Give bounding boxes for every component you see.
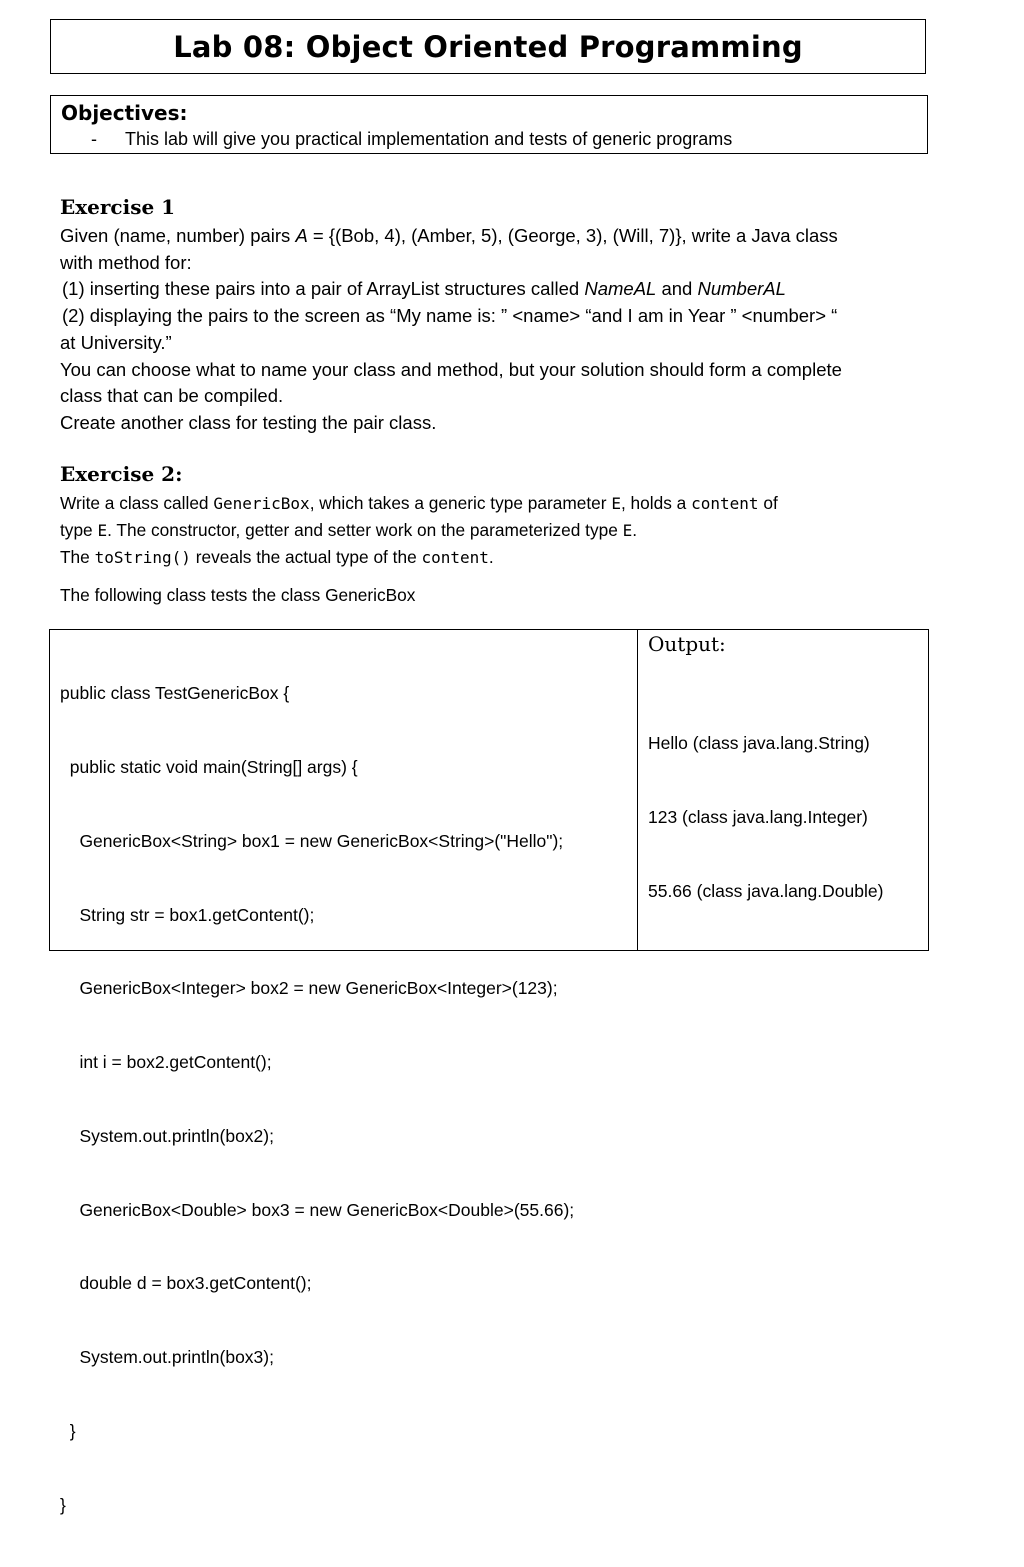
title-box [50,19,926,74]
exercise-1-item-1 [60,276,940,303]
code-output-table [49,629,929,1515]
exercise-1-line-6: You can choose what to name your class and method, but your solution should form a complete [60,358,842,380]
variable-a: A [295,225,308,246]
bullet-dash: - [91,129,97,149]
code-line: GenericBox<String> box1 = new GenericBox<String>("Hello"); [60,830,564,851]
code-line: int i = box2.getContent(); [60,1052,272,1073]
output-heading: Output: [648,632,726,656]
exercise-1-item-2: (2) displaying the pairs to the screen as “My name is: ” <name> “and I am in Year ” <number> “ [62,305,838,327]
exercise-2-line-1 [60,490,940,517]
objectives-heading: Objectives: [61,101,188,125]
text-span: . [632,520,638,540]
text-span: . The constructor, getter and setter work on the parameterized type [107,520,623,540]
output-line: 123 (class java.lang.Integer) [648,806,868,827]
output-listing [648,682,883,953]
name-al: NameAL [584,278,657,300]
text-span: Write a class called [60,493,214,513]
text-span: , holds a [620,493,692,513]
text-span: reveals the actual type of the [190,547,422,567]
code-line: System.out.println(box3); [60,1347,274,1368]
exercise-1-line-1 [60,223,940,250]
exercise-2-line-2 [60,517,940,544]
code-span: E [97,521,108,540]
text-span: , which takes a generic type parameter [309,493,612,513]
code-cell [50,630,638,1515]
objectives-box [50,95,928,154]
text-span: = {(Bob, 4), (Amber, 5), (George, 3), (Will, 7)}, write a Java class [307,225,838,246]
code-line: GenericBox<Integer> box2 = new GenericBox<Integer>(123); [60,978,558,999]
text-span: Given (name, number) pairs [60,225,296,246]
text-span: The [60,547,95,567]
code-span: GenericBox [213,494,310,513]
exercise-1-line-5: at University.” [60,331,172,353]
exercise-2-title: Exercise 2: [60,462,183,486]
exercise-2 [60,462,940,571]
code-line: } [60,1421,76,1441]
text-span: and [656,278,698,300]
text-span: of [758,493,778,513]
code-line: GenericBox<Double> box3 = new GenericBox<Double>(55.66); [60,1199,575,1220]
code-line: } [60,1494,66,1515]
exercise-1-title: Exercise 1 [60,195,176,219]
exercise-2-line-3 [60,544,940,571]
code-line: double d = box3.getContent(); [60,1273,312,1294]
code-listing [60,632,574,1567]
code-span: content [691,494,759,513]
code-line: public static void main(String[] args) { [60,756,358,777]
output-line: 55.66 (class java.lang.Double) [648,880,884,901]
text-span: . [488,547,494,567]
output-line: Hello (class java.lang.String) [648,733,870,754]
output-cell [648,630,928,950]
code-line: String str = box1.getContent(); [60,904,315,925]
code-span: E [611,494,621,513]
test-class-intro: The following class tests the class GenericBox [60,585,416,605]
exercise-1-line-2: with method for: [60,251,192,273]
code-span: content [421,548,489,567]
code-line: public class TestGenericBox { [60,683,290,704]
code-line: System.out.println(box2); [60,1125,274,1146]
number-al: NumberAL [697,278,786,300]
objectives-item-text: This lab will give you practical implementation and tests of generic programs [125,129,733,149]
text-span: (1) inserting these pairs into a pair of ArrayList structures called [62,278,585,300]
code-span: E [622,521,633,540]
exercise-1-line-7: class that can be compiled. [60,385,284,407]
text-span: type [60,520,98,540]
exercise-1-line-8: Create another class for testing the pair class. [60,411,437,433]
exercise-1 [60,195,940,437]
code-span: toString() [94,548,191,567]
page-title: Lab 08: Object Oriented Programming [173,29,803,64]
objectives-item [91,129,732,150]
